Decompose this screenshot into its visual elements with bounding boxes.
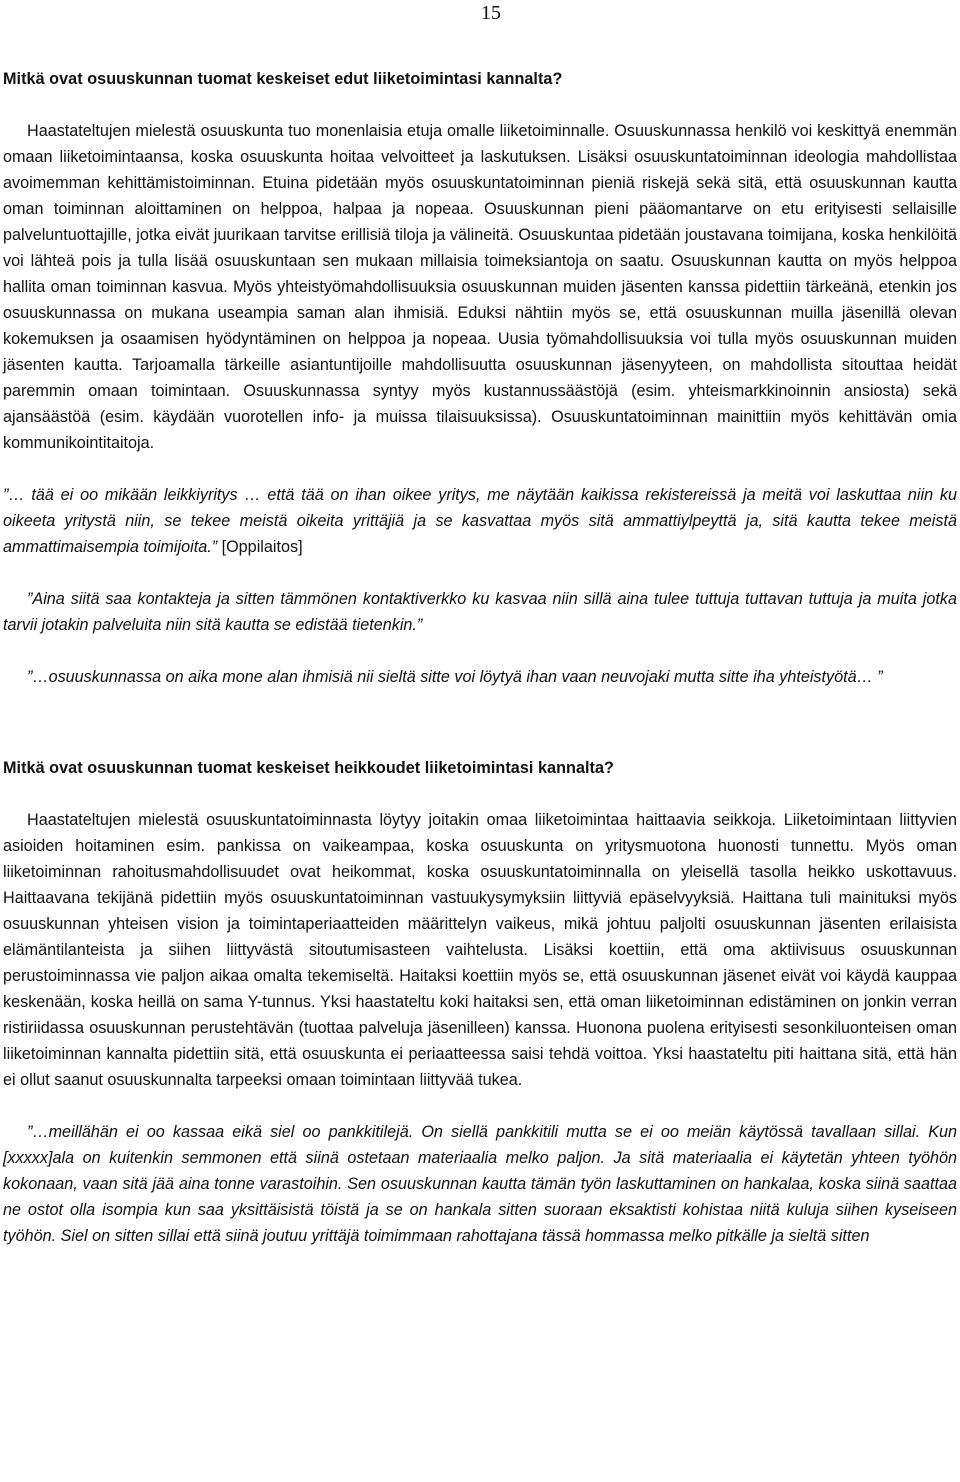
paragraph-weaknesses: Haastateltujen mielestä osuuskuntatoiminnasta löytyy joitakin omaa liiketoimintaa haittaavia seikkoja. Liiketoimintaan liittyvien asioiden hoitaminen esim. pankissa on vaikeampaa, koska osuuskunta on yritysmuotona huonosti tunnettu. Myös oman liiketoiminnan rahoitusmahdollisuudet ovat heikommat, koska osuuskuntatoiminnalla on yleisellä tasolla heikko uskottavuus. Haittaavana tekijänä pidettiin myös osuuskuntatoiminnan vastuukysymyksiin liittyviä epäselvyyksiä. Haittana tuli mainituksi myös osuuskunnan yhteisen vision ja toimintaperiaatteiden määrittelyn vaikeus, mikä johtuu paljolti osuuskunnan jäsenten erilaisista elämäntilanteista ja siihen liittyvästä sitoutumisasteen vaihtelusta. Lisäksi koettiin, että oma aktiivisuus osuuskunnan perustoiminnassa vie paljon aikaa omalta tekemiseltä. Haitaksi koettiin myös se, että osuuskunnan jäsenet eivät voi käydä kauppaa keskenään, koska heillä on sama Y-tunnus. Yksi haastateltu koki haitaksi sen, että oman liiketoiminnan edistäminen on jonkin verran ristiriidassa osuuskunnan perustehtävän (tuottaa palveluja jäsenilleen) kanssa. Huonona puolena erityisesti sesonkiluonteisen oman liiketoiminnan kannalta pidettiin sitä, että osuuskunta ei periaatteessa saisi tehdä voittoa. Yksi haastateltu piti haittana sitä, että hän ei ollut saanut osuuskunnalta tarpeeksi omaan toimintaan liittyvää tukea. xyxy=(3,811,957,1089)
interview-quote: ”Aina siitä saa kontakteja ja sitten tämmönen kontaktiverkko ku kasvaa niin sillä aina tulee tuttuja tuttavan tuttuja ja muita jotka tarvii jotakin palveluita niin sitä kautta se edistää tietenkin.” xyxy=(3,590,957,634)
paragraph-benefits: Haastateltujen mielestä osuuskunta tuo monenlaisia etuja omalle liiketoiminnalle. Osuuskunnassa henkilö voi keskittyä enemmän omaan liiketoimintaansa, koska osuuskunta hoitaa velvoitteet ja laskutuksen. Lisäksi osuuskuntatoiminnan ideologia mahdollistaa avoimemman kehittämistoiminnan. Etuina pidetään myös osuuskuntatoiminnan pieniä riskejä sekä sitä, että osuuskunnan kautta oman toiminnan aloittaminen on helppoa, halpaa ja nopeaa. Osuuskunnan pieni pääomantarve on etu erityisesti sellaisille palveluntuottajille, jotka eivät juurikaan tarvitse erillisiä tiloja ja välineitä. Osuuskuntaa pidetään joustavana toimijana, koska henkilöitä voi lähteä pois ja tulla lisää osuuskuntaan sen mukaan millaisia toimeksiantoja on saatu. Osuuskunnan kautta on myös helppoa hallita oman toiminnan kasvua. Myös yhteistyömahdollisuuksia osuuskunnan muiden jäsenten kanssa pidettiin tärkeänä, etenkin jos osuuskunnassa on mukana useampia saman alan ihmisiä. Eduksi nähtiin myös se, että osuuskunnan muilla jäsenillä olevan kokemuksen ja osaamisen hyödyntäminen on helppoa ja nopeaa. Uusia työmahdollisuuksia voi tulla myös osuuskunnan muiden jäsenten kautta. Tarjoamalla tärkeille asiantuntijoille mahdollisuutta osuuskunnan jäsenyyteen, on mahdollista sitouttaa heidät paremmin omaan toimintaan. Osuuskunnassa syntyy myös kustannussäästöjä (esim. yhteismarkkinoinnin ansiosta) sekä ajansäästöä (esim. käydään vuorotellen info- ja muissa tilaisuuksissa). Osuuskuntatoiminnan mainittiin myös kehittävän omia kommunikointitaitoja. xyxy=(3,122,957,452)
quote-source-tag: [Oppilaitos] xyxy=(221,538,303,556)
interview-quote: ”…osuuskunnassa on aika mone alan ihmisiä nii sieltä sitte voi löytyä ihan vaan neuvojaki mutta sitte iha yhteistyötä… ” xyxy=(27,668,883,686)
section-heading-benefits: Mitkä ovat osuuskunnan tuomat keskeiset edut liiketoimintasi kannalta? xyxy=(3,70,563,88)
interview-quote xyxy=(3,482,957,560)
document-body xyxy=(3,66,957,1249)
section-heading-weaknesses: Mitkä ovat osuuskunnan tuomat keskeiset heikkoudet liiketoimintasi kannalta? xyxy=(3,759,614,777)
page-number: 15 xyxy=(481,2,501,24)
quote-text: ”… tää ei oo mikään leikkiyritys … että tää on ihan oikee yritys, me näytään kaikissa rekistereissä ja meitä voi laskuttaa niin ku oikeeta yritystä niin, se tekee meistä oikeita yrittäjiä ja se kasvattaa myös sitä ammattiylpeyttä ja, sitä kautta tekee meistä ammattimaisempia toimijoita.” xyxy=(3,486,957,556)
interview-quote: ”…meillähän ei oo kassaa eikä siel oo pankkitilejä. On siellä pankkitili mutta se ei oo meiän käytössä tavallaan sillai. Kun [xxxxx]ala on kuitenkin semmonen että siinä ostetaan materiaalia melko paljon. Ja sitä materiaalia ei käytetän yhteen työhön kokonaan, vaan sitä jää aina tonne varastoihin. Sen osuuskunnan kautta tämän työn laskuttaminen on hankalaa, koska siinä saattaa ne ostot olla isompia kun saa yksittäisistä töistä ja se on hankala sitten suoraan eksaktisti kohistaa niitä kuluja siihen kyseiseen työhön. Siel on sitten sillai että siinä joutuu yrittäjä toimimmaan rahottajana tässä hommassa melko pitkälle ja sieltä sitten xyxy=(3,1123,957,1245)
